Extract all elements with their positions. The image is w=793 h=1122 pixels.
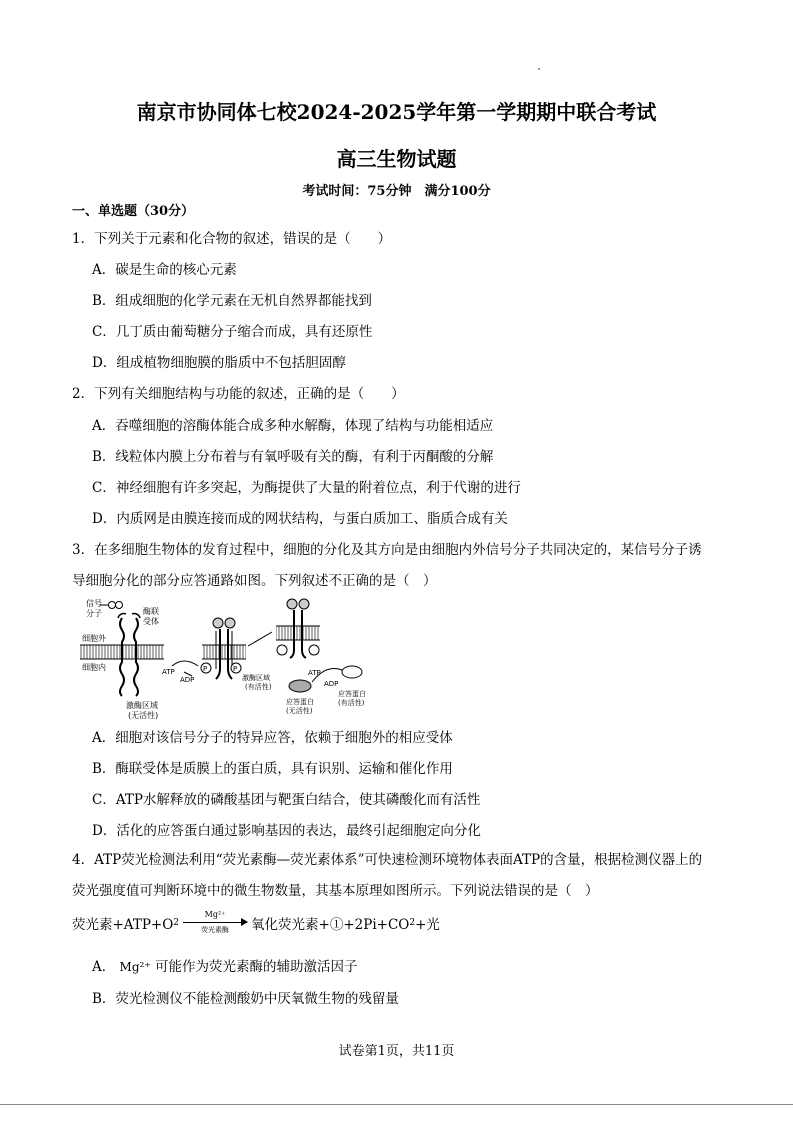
fig-label-receptor: 受体	[143, 617, 159, 626]
fig-label-adp-2: ADP	[324, 680, 339, 688]
signal-molecule-icon	[100, 602, 123, 609]
fig-label-signal: 信号	[86, 599, 102, 608]
q3-option-c: C．ATP水解释放的磷酸基团与靶蛋白结合，使其磷酸化而有活性	[92, 792, 481, 808]
phosphate-group-icons-activated	[277, 645, 319, 655]
q4-stem-line2: 荧光强度值可判断环境中的微生物数量，其基本原理如图所示。下列说法错误的是（ ）	[72, 883, 599, 899]
response-protein-inactive-icon	[289, 680, 311, 692]
membrane-middle	[202, 645, 246, 659]
q1-option-b: B．组成细胞的化学元素在无机自然界都能找到	[92, 293, 372, 309]
fig-label-kinase-region-1: 激酶区域	[126, 701, 158, 710]
q3-option-b: B．酶联受体是质膜上的蛋白质，具有识别、运输和催化作用	[92, 761, 453, 777]
membrane-right	[276, 626, 320, 640]
reaction-equation	[72, 910, 440, 934]
q3-stem-line1: 3．在多细胞生物体的发育过程中，细胞的分化及其方向是由细胞内外信号分子共同决定的，某信号分子诱	[72, 542, 702, 558]
fig-label-outside: 细胞外	[82, 634, 106, 643]
equation-right-sub: 2	[409, 918, 416, 928]
q1-stem: 1．下列关于元素和化合物的叙述，错误的是（ ）	[72, 231, 392, 247]
q1-option-c: C．几丁质由葡萄糖分子缩合而成，具有还原性	[92, 324, 373, 340]
signaling-pathway-figure	[80, 596, 400, 722]
q2-option-a: A．吞噬细胞的溶酶体能合成多种水解酶，体现了结构与功能相适应	[92, 418, 494, 434]
q3-stem-line2: 导细胞分化的部分应答通路如图。下列叙述不正确的是（ ）	[72, 573, 437, 589]
exam-title: 南京市协同体七校2024-2025学年第一学期期中联合考试	[136, 100, 657, 124]
equation-left: 荧光素+ATP+O	[72, 917, 174, 933]
q1-option-d: D．组成植物细胞膜的脂质中不包括胆固醇	[92, 355, 346, 371]
fig-label-inactive-1: (无活性)	[128, 711, 159, 720]
fig-label-response-protein-1: 应答蛋白	[286, 698, 314, 706]
q1-option-a: A．碳是生命的核心元素	[92, 262, 237, 278]
arrow-catalyst-top: Mg²⁺	[204, 910, 226, 919]
fig-label-atp-1: ATP	[162, 668, 175, 676]
fig-label-enzyme-linked: 酶联	[143, 607, 159, 616]
scan-dot	[538, 68, 540, 70]
q3-option-a: A．细胞对该信号分子的特异应答，依赖于细胞外的相应受体	[92, 730, 453, 746]
q2-option-c: C．神经细胞有许多突起，为酶提供了大量的附着位点，利于代谢的进行	[92, 480, 521, 496]
page-footer: 试卷第1页，共11页	[338, 1044, 455, 1059]
fig-phos-1: P	[203, 665, 208, 673]
fig-label-molecule: 分子	[86, 609, 102, 618]
q4-option-a-text: 可能作为荧光素酶的辅助激活因子	[154, 959, 358, 975]
q2-option-d: D．内质网是由膜连接而成的网状结构，与蛋白质加工、脂质合成有关	[92, 511, 508, 527]
page-bottom-border	[0, 1104, 793, 1105]
fig-label-kinase-region-2: 激酶区域	[242, 674, 270, 682]
q4-option-a-mg: Mg²⁺	[119, 960, 151, 974]
response-protein-active-icon	[342, 666, 362, 678]
fig-label-active-2: (有活性)	[245, 683, 272, 691]
fig-label-inside: 细胞内	[82, 663, 106, 672]
q4-option-b: B．荧光检测仪不能检测酸奶中厌氧微生物的残留量	[92, 991, 399, 1007]
q2-option-b: B．线粒体内膜上分布着与有氧呼吸有关的酶，有利于丙酮酸的分解	[92, 449, 494, 465]
fig-label-active-3: (有活性)	[338, 699, 365, 707]
reaction-arrow-icon	[183, 910, 247, 934]
equation-left-sub: 2	[173, 918, 180, 928]
fig-label-response-protein-2: 应答蛋白	[338, 690, 366, 698]
section-heading: 一、单选题（30分）	[72, 204, 195, 219]
q4-stem-line1: 4．ATP荧光检测法利用“荧光素酶—荧光素体系”可快速检测环境物体表面ATP的含量，根据检测仪器上的	[72, 852, 703, 868]
arrow-catalyst-bottom: 荧光素酶	[201, 926, 230, 934]
equation-right: 氧化荧光素+①+2Pi+CO	[251, 917, 410, 933]
fig-label-adp-1: ADP	[180, 676, 195, 684]
q4-option-a	[92, 955, 357, 975]
q3-option-d: D．活化的应答蛋白通过影响基因的表达，最终引起细胞定向分化	[92, 823, 481, 839]
fig-label-inactive-3: (无活性)	[286, 707, 313, 715]
equation-right-end: +光	[415, 917, 440, 933]
fig-label-atp-2: ATP	[308, 669, 321, 677]
fig-phos-2: P	[233, 665, 238, 673]
q2-stem: 2．下列有关细胞结构与功能的叙述，正确的是（ ）	[72, 386, 405, 402]
q4-option-a-label: A．	[92, 959, 116, 975]
exam-meta: 考试时间：75分钟 满分100分	[302, 184, 491, 199]
exam-subtitle: 高三生物试题	[336, 147, 457, 171]
